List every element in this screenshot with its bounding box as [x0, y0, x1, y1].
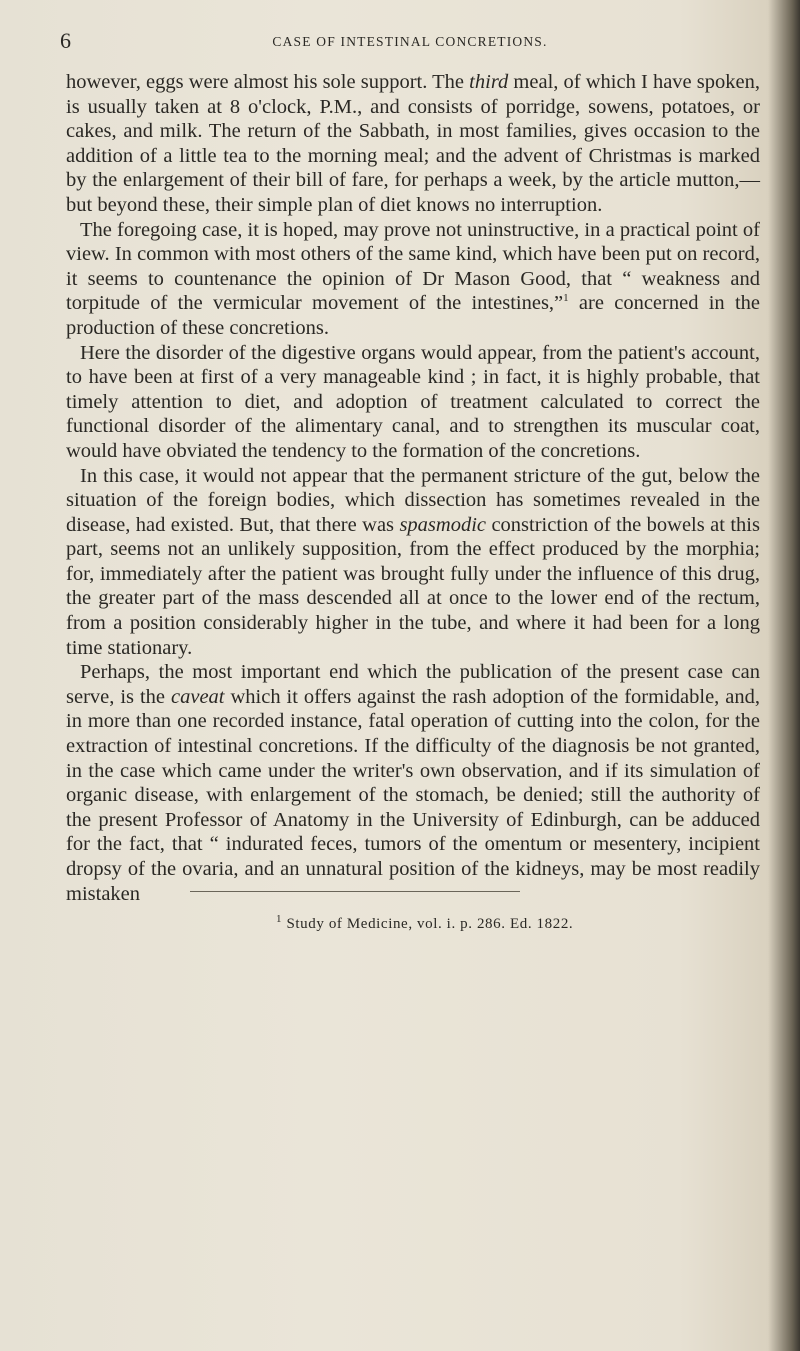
italic-text: third — [469, 71, 509, 93]
paragraph-text: however, eggs were almost his sole support. The — [66, 71, 470, 93]
footnote — [276, 913, 574, 933]
paragraph-text: constriction of the bowels at this part, seems not an unlikely supposition, from the effect produced by the morphia; for, immediately after the patient was brought fully under the influence of this drug, the greater part of the mass descended all at once to the lower end of the rectum, from a position considerably higher in the tube, and where it had been for a long time stationary. — [66, 513, 760, 659]
paragraph-text: Perhaps, the most important end which the publication of the present case can serve, is the — [66, 661, 760, 708]
paragraph — [66, 218, 760, 341]
paragraph-text: meal, of which I have spoken, is usually taken at 8 o'clock, P.M., and consists of porridge, sowens, potatoes, or cakes, and milk. The return of the Sabbath, in most families, gives occasion to the addition of a little tea to the morning meal; and the advent of Christmas is marked by the enlargement of their bill of fare, for perhaps a week, by the article mutton,—but beyond these, their simple plan of diet knows no interruption. — [66, 71, 760, 216]
paragraph-text: Here the disorder of the digestive organs would appear, from the patient's account, to have been at first of a very manageable kind ; in fact, it is highly probable, that timely attention to diet, and adoption of treatment calculated to correct the functional disorder of the alimentary canal, and to strengthen its muscular coat, would have obviated the tendency to the formation of the concretions. — [66, 341, 760, 462]
paragraph-text: In this case, it would not appear that the permanent stricture of the gut, below the situation of the foreign bodies, which dissection has sometimes revealed in the disease, had existed. But, that there was — [66, 464, 760, 536]
paragraph — [66, 70, 760, 218]
paragraph-text: which it offers against the rash adoption of the formidable, and, in more than one recorded instance, fatal operation of cutting into the colon, for the extraction of intestinal concretions. If the difficulty of the diagnosis be not granted, in the case which came under the writer's own observation, and if its simulation of organic disease, with enlargement of the stomach, be denied; still the authority of the present Professor of Anatomy in the University of Edinburgh, can be adduced for the fact, that “ indurated feces, tumors of the omentum or mesentery, incipient dropsy of the ovaria, and an unnatural position of the kidneys, may be most readily mistaken — [66, 685, 760, 905]
running-head: CASE OF INTESTINAL CONCRETIONS. — [272, 34, 548, 49]
paragraph — [66, 464, 760, 661]
body-text — [66, 70, 760, 906]
paragraph-text: The foregoing case, it is hoped, may prove not uninstructive, in a practical point of view. In common with most others of the same kind, which have been put on record, it seems to countenance the opinion of Dr Mason Good, that “ weakness and torpitude of the vermicular movement of the intestines,” — [66, 218, 760, 315]
paragraph-text: are concerned in the production of these concretions. — [66, 292, 760, 339]
paragraph — [66, 341, 760, 464]
footnote-marker: 1 — [276, 913, 283, 925]
footnote-rule — [190, 891, 520, 892]
page-number: 6 — [60, 28, 72, 53]
italic-text: caveat — [171, 685, 225, 708]
footnote-text: Study of Medicine, vol. i. p. 286. Ed. 1822. — [286, 916, 574, 932]
footnote-ref: 1 — [563, 292, 569, 305]
italic-text: spasmodic — [399, 513, 487, 536]
paragraph — [66, 660, 760, 906]
page-header — [60, 28, 760, 68]
